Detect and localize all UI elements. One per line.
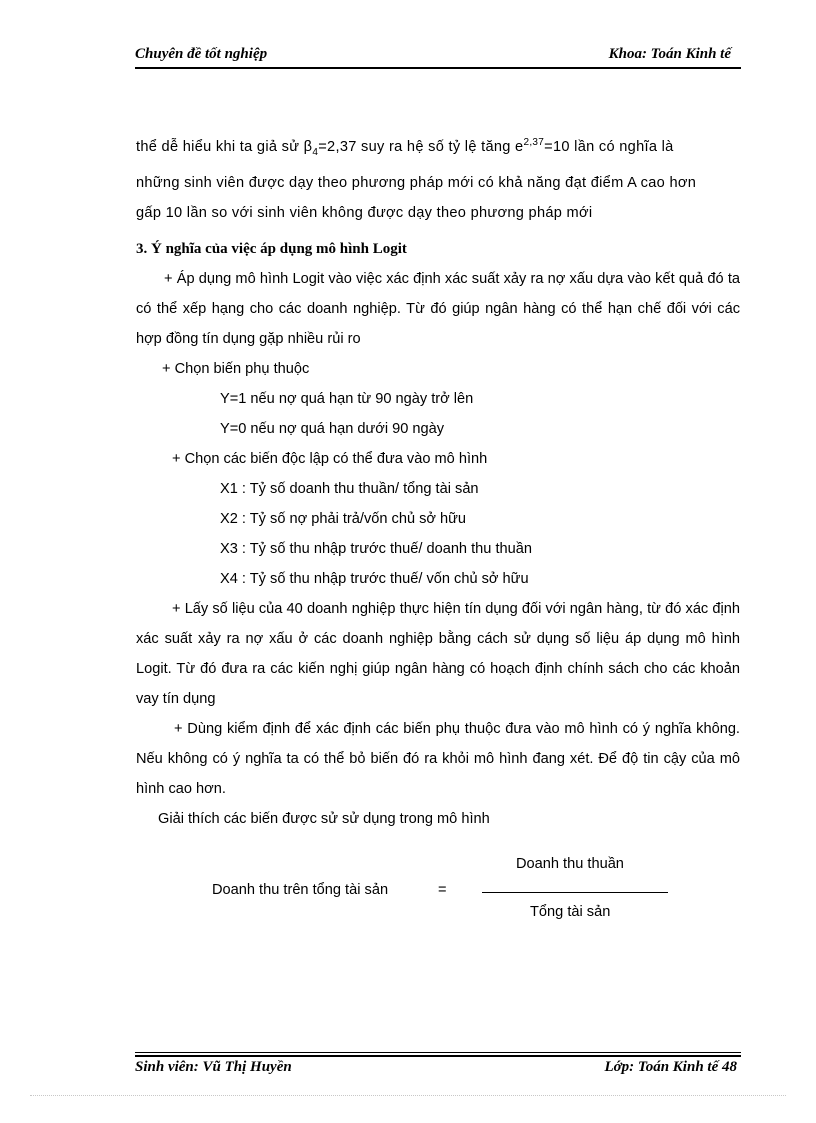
- paragraph-data-collection: + Lấy số liệu của 40 doanh nghiệp thực hiện tín dụng đối với ngân hàng, từ đó xác định xác suất xảy ra nợ xấu ở các doanh nghiệp bằng cách sử dụng số liệu áp dụng mô hình Logit. Từ đó đưa ra các kiến nghị giúp ngân hàng có hoạch định chính sách cho các khoản vay tín dụng: [136, 600, 740, 707]
- formula-lhs: Doanh thu trên tổng tài sản: [212, 882, 389, 898]
- paragraph-variable-explanation: Giải thích các biến được sử sử dụng trong mô hình: [158, 810, 490, 827]
- variable-x3: X3 : Tỷ số thu nhập trước thuế/ doanh thu thuần: [220, 540, 532, 557]
- paragraph-hypothesis-test: + Dùng kiểm định để xác định các biến phụ thuộc đưa vào mô hình có ý nghĩa không. Nếu không có ý nghĩa ta có thể bỏ biến đó ra khỏi mô hình đang xét. Để độ tin cậy của mô hình cao hơn.: [136, 720, 740, 797]
- formula-numerator: Doanh thu thuần: [516, 856, 624, 872]
- intro-line2: những sinh viên được dạy theo phương pháp mới có khả năng đạt điểm A cao hơn: [136, 174, 697, 191]
- formula-equals: =: [438, 882, 447, 898]
- page-edge-divider: [30, 1095, 786, 1096]
- beta-subscript: 4: [312, 146, 319, 158]
- dependent-y0: Y=0 nếu nợ quá hạn dưới 90 ngày: [220, 420, 445, 437]
- dependent-y1: Y=1 nếu nợ quá hạn từ 90 ngày trở lên: [220, 390, 474, 407]
- footer-student: Sinh viên: Vũ Thị Huyền: [135, 1059, 292, 1075]
- document-body: [136, 128, 740, 834]
- variable-x1: X1 : Tỷ số doanh thu thuần/ tổng tài sản: [220, 480, 479, 497]
- footer-class: Lớp: Toán Kinh tế 48: [604, 1059, 737, 1075]
- variable-x2: X2 : Tỷ số nợ phải trả/vốn chủ sở hữu: [220, 510, 467, 527]
- intro-line1-b: =2,37 suy ra hệ số tỷ lệ tăng e: [318, 138, 524, 155]
- footer-rule-thin: [135, 1052, 741, 1053]
- intro-paragraph: [136, 128, 740, 228]
- intro-line1-c: =10 lần có nghĩa là: [544, 138, 674, 155]
- header-course-title: Chuyên đề tốt nghiệp: [135, 46, 268, 62]
- page-header: [135, 46, 741, 68]
- fraction-bar: [482, 892, 668, 893]
- variable-x4: X4 : Tỷ số thu nhập trước thuế/ vốn chủ sở hữu: [220, 570, 529, 587]
- paragraph-apply-logit: + Áp dụng mô hình Logit vào việc xác định xác suất xảy ra nợ xấu dựa vào kết quả đó ta có thể xếp hạng cho các doanh nghiệp. Từ đó giúp ngân hàng có thể hạn chế đối với các hợp đồng tín dụng gặp nhiều rủi ro: [136, 270, 740, 347]
- ratio-formula: [0, 848, 816, 928]
- intro-line1-a: thể dễ hiểu khi ta giả sử β: [136, 138, 313, 155]
- intro-line3: gấp 10 lần so với sinh viên không được dạy theo phương pháp mới: [136, 204, 593, 221]
- exponent-superscript: 2,37: [523, 137, 545, 148]
- header-rule: [135, 67, 741, 69]
- section-heading: 3. Ý nghĩa của việc áp dụng mô hình Logit: [136, 240, 407, 257]
- formula-denominator: Tổng tài sản: [530, 904, 611, 920]
- choose-independent-variables: + Chọn các biến độc lập có thể đưa vào mô hình: [172, 450, 488, 467]
- footer-rule-thick: [135, 1055, 741, 1057]
- choose-dependent-variable: + Chọn biến phụ thuộc: [162, 360, 310, 377]
- header-faculty: Khoa: Toán Kinh tế: [608, 46, 731, 62]
